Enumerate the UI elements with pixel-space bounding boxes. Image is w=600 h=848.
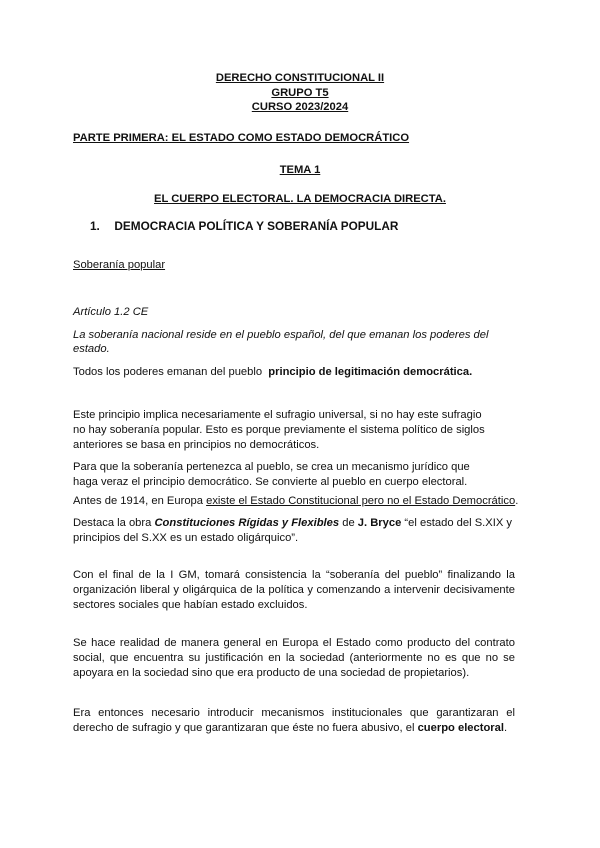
cuerpo-line2 (73, 721, 507, 735)
europa-1914-underlined: existe el Estado Constitucional pero no el Estado Democrático (206, 495, 516, 507)
cuerpo-line1: Era entonces necesario introducir mecanismos institucionales que garantizaran el (73, 707, 515, 719)
section-title: DEMOCRACIA POLÍTICA Y SOBERANÍA POPULAR (114, 219, 399, 233)
header-year: CURSO 2023/2024 (251, 101, 349, 113)
obra-author: J. Bryce (357, 517, 402, 529)
legitimacion-paragraph (73, 365, 472, 379)
obra-pre: Destaca la obra (73, 517, 155, 529)
header-group: GRUPO T5 (271, 87, 329, 99)
tema-subtitle: EL CUERPO ELECTORAL. LA DEMOCRACIA DIRECTA. (154, 193, 446, 205)
obra-book-title: Constituciones Rígidas y Flexibles (154, 517, 340, 529)
part-title: PARTE PRIMERA: EL ESTADO COMO ESTADO DEMOCRÁTICO (73, 132, 410, 144)
sufragio-line2: no hay soberanía popular. Esto es porque previamente el sistema político de siglos (73, 424, 485, 436)
cuerpo-bold: cuerpo electoral (417, 722, 504, 734)
mecanismo-line2: haga veraz el principio democrático. Se convierte al pueblo en cuerpo electoral. (73, 476, 468, 488)
obra-line1 (73, 516, 512, 530)
tema-title: TEMA 1 (279, 164, 321, 176)
mecanismo-line1: Para que la soberanía pertenezca al pueblo, se crea un mecanismo jurídico que (73, 461, 470, 473)
obra-line2: principios del S.XX es un estado oligárquico”. (73, 532, 299, 544)
article-reference: Artículo 1.2 CE (73, 306, 149, 318)
contrato-line2: social, que encuentra su justificación en la sociedad (anteriormente no es que no se (73, 652, 515, 664)
europa-1914-text: Antes de 1914, en Europa (73, 495, 207, 507)
subheading: Soberanía popular (73, 259, 166, 271)
cuerpo-text: derecho de sufragio y que garantizaran que éste no fuera abusivo, el (73, 722, 418, 734)
legitimacion-bold: principio de legitimación democrática. (268, 366, 473, 378)
article-quote-line2: estado. (73, 343, 110, 355)
section-heading (90, 219, 398, 233)
cuerpo-end: . (504, 722, 508, 734)
sufragio-line1: Este principio implica necesariamente el sufragio universal, si no hay este sufragio (73, 409, 482, 421)
europa-1914-end: . (515, 495, 519, 507)
igm-line1: Con el final de la I GM, tomará consistencia la “soberanía del pueblo” finalizando la (73, 569, 515, 581)
legitimacion-text: Todos los poderes emanan del pueblo (73, 366, 269, 378)
article-quote-line1: La soberanía nacional reside en el pueblo español, del que emanan los poderes del (73, 329, 489, 341)
europa-1914-paragraph (73, 494, 518, 508)
igm-line2: organización liberal y oligárquica de la política y comenzando a intervenir decisivamente (73, 584, 515, 596)
contrato-line1: Se hace realidad de manera general en Europa el Estado como producto del contrato (73, 637, 515, 649)
sufragio-line3: anteriores se basa en principios no democráticos. (73, 439, 320, 451)
obra-post: “el estado del S.XIX y (401, 517, 513, 529)
section-number: 1. (90, 219, 100, 233)
igm-line3: sectores sociales que habían estado excluidos. (73, 599, 308, 611)
obra-mid: de (339, 517, 358, 529)
contrato-line3: apoyara en la sociedad sino que era producto de una sociedad de propietarios). (73, 667, 470, 679)
header-course: DERECHO CONSTITUCIONAL II (215, 72, 385, 84)
